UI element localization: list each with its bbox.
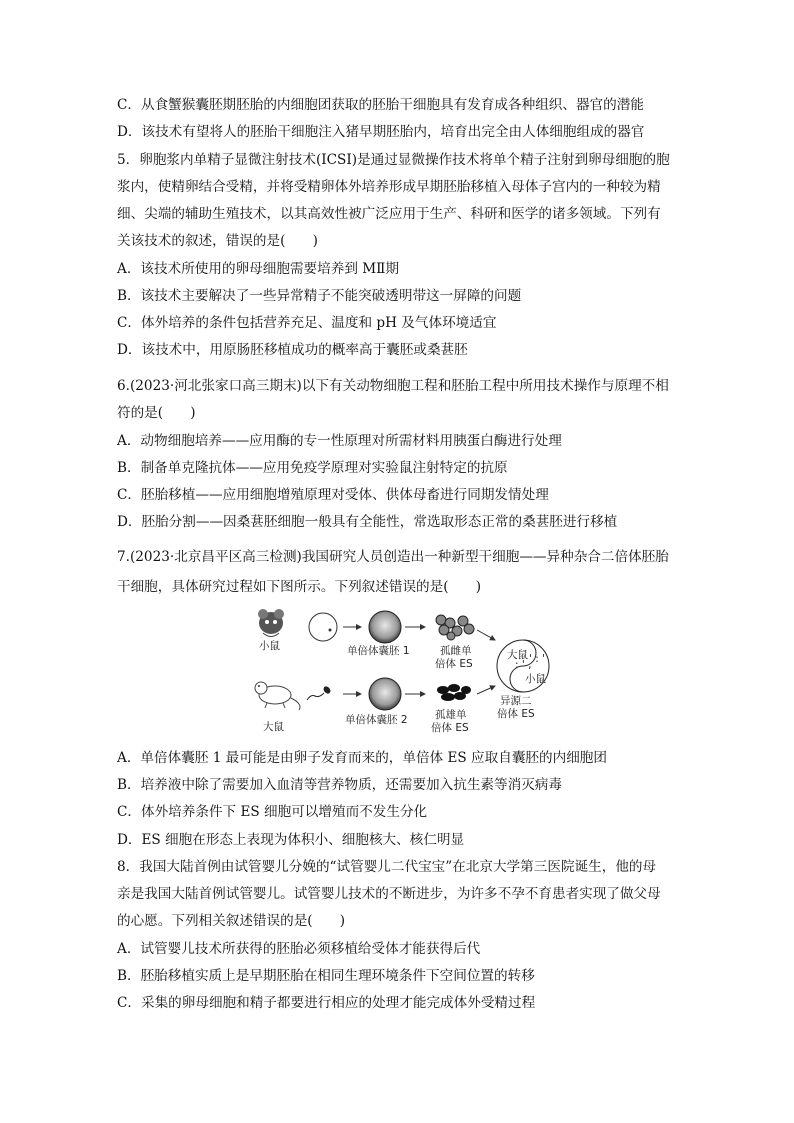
es1-label-2: 倍体 ES [435,658,473,670]
question-8-stem: 8．我国大陆首例由试管婴儿分娩的“试管婴儿二代宝宝”在北京大学第三医院诞生，他的母 [117,859,657,875]
option-b: B．培养液中除了需要加入血清等营养物质，还需要加入抗生素等消灭病毒 [117,777,562,793]
option-c: C．胚胎移植——应用细胞增殖原理对受体、供体母畜进行同期发情处理 [117,487,549,503]
text-line: 亲是我国大陆首例试管婴儿。试管婴儿技术的不断进步，为许多不孕不育患者实现了做父母 [117,886,661,902]
option-b: B．胚胎移植实质上是早期胚胎在相同生理环境条件下空间位置的转移 [117,968,535,984]
hybrid-inner-bottom: 小鼠 [525,673,546,685]
text-line: C．从食蟹猴囊胚期胚胎的内细胞团获取的胚胎干细胞具有发育成各种组织、器官的潜能 [117,97,644,113]
question-7-stem: 7.(2023·北京昌平区高三检测)我国研究人员创造出一种新型干细胞——异种杂合二倍体胚胎 [117,549,669,565]
es2-label-1: 孤雄单 [435,709,467,721]
androgenetic-es-cluster [437,684,471,701]
text-line: 细、尖端的辅助生殖技术，以其高效性被广泛应用于生产、科研和医学的诸多领域。下列有 [117,206,661,222]
text-line: 干细胞，具体研究过程如下图所示。下列叙述错误的是( ) [117,579,482,595]
text-line: 关该技术的叙述，错误的是( ) [117,233,318,249]
question-5-stem: 5．卵胞浆内单精子显微注射技术(ICSI)是通过显微操作技术将单个精子注射到卵母细胞的胞 [117,152,670,168]
blastocyst-1-label: 单倍体囊胚 1 [347,645,410,657]
option-b: B．该技术主要解决了一些异常精子不能突破透明带这一屏障的问题 [117,288,522,304]
text-line: 浆内，使精卵结合受精，并将受精卵体外培养形成早期胚胎移植入母体子宫内的一种较为精 [117,179,661,195]
option-c: C．体外培养条件下 ES 细胞可以增殖而不发生分化 [117,804,428,820]
question-6-stem: 6.(2023·河北张家口高三期末)以下有关动物细胞工程和胚胎工程中所用技术操作与原理不相 [117,378,669,394]
hybrid-inner-top: 大鼠 [507,649,528,661]
arrow [477,630,495,640]
option-a: A．试管婴儿技术所获得的胚胎必须移植给受体才能获得后代 [117,941,481,957]
option-a: A．该技术所使用的卵母细胞需要培养到 MⅡ期 [117,261,399,277]
haploid-blastocyst-2 [369,678,401,710]
hybrid-label-2: 倍体 ES [497,708,535,720]
es2-label-2: 倍体 ES [431,722,469,734]
option-c: C．体外培养的条件包括营养充足、温度和 pH 及气体环境适宜 [117,315,497,331]
arrow [477,686,495,694]
egg-cell [309,613,337,641]
sperm-icon [307,685,332,700]
parthenogenetic-es-cluster [436,615,474,640]
option-d: D．胚胎分割——因桑葚胚细胞一般具有全能性，常选取形态正常的桑葚胚进行移植 [117,514,618,530]
text-line: 的心愿。下列相关叙述错误的是( ) [117,913,346,929]
es1-label-1: 孤雌单 [440,645,472,657]
es-cell-diagram [245,606,555,738]
rat-icon [255,682,300,710]
text-line: D．该技术有望将人的胚胎干细胞注入猪早期胚胎内，培育出完全由人体细胞组成的器官 [117,124,645,140]
mouse-icon [258,609,284,637]
blastocyst-2-label: 单倍体囊胚 2 [345,714,408,726]
haploid-blastocyst-1 [369,611,401,643]
mouse-label: 小鼠 [259,640,280,652]
option-a: A．单倍体囊胚 1 最可能是由卵子发育而来的，单倍体 ES 应取自囊胚的内细胞团 [117,750,607,766]
option-c: C．采集的卵母细胞和精子都要进行相应的处理才能完成体外受精过程 [117,995,536,1011]
text-line: 符的是( ) [117,405,196,421]
hybrid-label-1: 异源二 [500,695,532,707]
option-b: B．制备单克隆抗体——应用免疫学原理对实验鼠注射特定的抗原 [117,460,508,476]
option-d: D．ES 细胞在形态上表现为体积小、细胞核大、核仁明显 [117,832,465,848]
rat-label: 大鼠 [263,721,284,733]
svg-text:' : ': ' : ' [529,653,545,665]
option-a: A．动物细胞培养——应用酶的专一性原理对所需材料用胰蛋白酶进行处理 [117,433,562,449]
option-d: D．该技术中，用原肠胚移植成功的概率高于囊胚或桑葚胚 [117,342,468,358]
svg-text:: ' ,: : ' , [515,659,532,671]
hybrid-diploid-es [497,640,549,692]
